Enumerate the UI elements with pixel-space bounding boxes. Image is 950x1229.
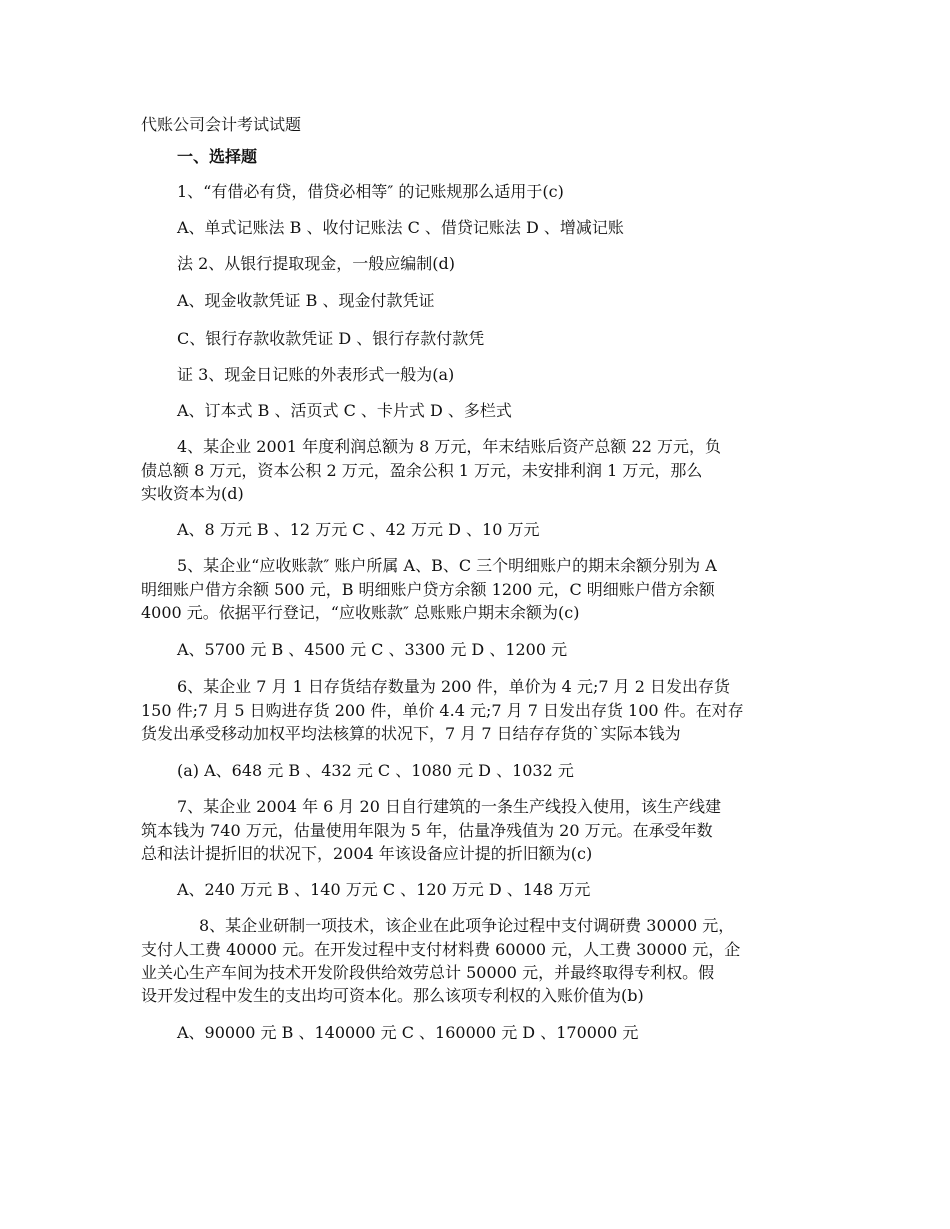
text-line: 4、某企业 2001 年度利润总额为 8 万元，年末结账后资产总额 22 万元，负: [177, 437, 721, 456]
document-title: 代账公司会计考试试题: [141, 115, 302, 134]
text-line: 8、某企业研制一项技术，该企业在此项争论过程中支付调研费 30000 元，: [199, 916, 735, 935]
text-line: A、240 万元 B 、140 万元 C 、120 万元 D 、148 万元: [177, 880, 591, 899]
text-line: 支付人工费 40000 元。在开发过程中支付材料费 60000 元，人工费 30000 元，企: [141, 940, 741, 959]
text-line: 6、某企业 7 月 1 日存货结存数量为 200 件，单价为 4 元;7 月 2 日发出存货: [177, 677, 730, 696]
text-line: 7、某企业 2004 年 6 月 20 日自行建筑的一条生产线投入使用，该生产线建: [177, 797, 721, 816]
text-line: A、单式记账法 B 、收付记账法 C 、借贷记账法 D 、增减记账: [177, 218, 624, 237]
text-line: A、5700 元 B 、4500 元 C 、3300 元 D 、1200 元: [177, 640, 568, 659]
text-line: 150 件;7 月 5 日购进存货 200 件，单价 4.4 元;7 月 7 日发出存货 100 件。在对存: [141, 701, 744, 720]
text-line: 债总额 8 万元，资本公积 2 万元，盈余公积 1 万元，未安排利润 1 万元，那么: [141, 461, 703, 480]
text-line: A、8 万元 B 、12 万元 C 、42 万元 D 、10 万元: [177, 520, 540, 539]
text-line: C、银行存款收款凭证 D 、银行存款付款凭: [177, 329, 485, 348]
text-line: 4000 元。依据平行登记，“应收账款″ 总账账户期末余额为(c): [141, 603, 580, 622]
text-line: 证 3、现金日记账的外表形式一般为(a): [177, 365, 455, 384]
text-line: 法 2、从银行提取现金，一般应编制(d): [177, 254, 455, 273]
text-line: 1、“有借必有贷，借贷必相等″ 的记账规那么适用于(c): [177, 182, 564, 201]
section-heading: 一、选择题: [177, 147, 258, 166]
text-line: 设开发过程中发生的支出均可资本化。那么该项专利权的入账价值为(b): [141, 986, 644, 1005]
text-line: 货发出承受移动加权平均法核算的状况下，7 月 7 日结存存货的`实际本钱为: [141, 724, 681, 743]
text-line: 筑本钱为 740 万元，估量使用年限为 5 年，估量净残值为 20 万元。在承受年数: [141, 821, 713, 840]
text-line: 明细账户借方余额 500 元，B 明细账户贷方余额 1200 元，C 明细账户借方余额: [141, 580, 715, 599]
text-line: 实收资本为(d): [141, 484, 244, 503]
text-line: A、90000 元 B 、140000 元 C 、160000 元 D 、170000 元: [177, 1023, 639, 1042]
text-line: 总和法计提折旧的状况下，2004 年该设备应计提的折旧额为(c): [141, 844, 593, 863]
text-line: 业关心生产车间为技术开发阶段供给效劳总计 50000 元，并最终取得专利权。假: [141, 963, 715, 982]
text-line: 5、某企业“应收账款″ 账户所属 A、B、C 三个明细账户的期末余额分别为 A: [177, 556, 717, 575]
text-line: (a) A、648 元 B 、432 元 C 、1080 元 D 、1032 元: [177, 761, 574, 780]
text-line: A、现金收款凭证 B 、现金付款凭证: [177, 291, 435, 310]
text-line: A、订本式 B 、活页式 C 、卡片式 D 、多栏式: [177, 401, 512, 420]
